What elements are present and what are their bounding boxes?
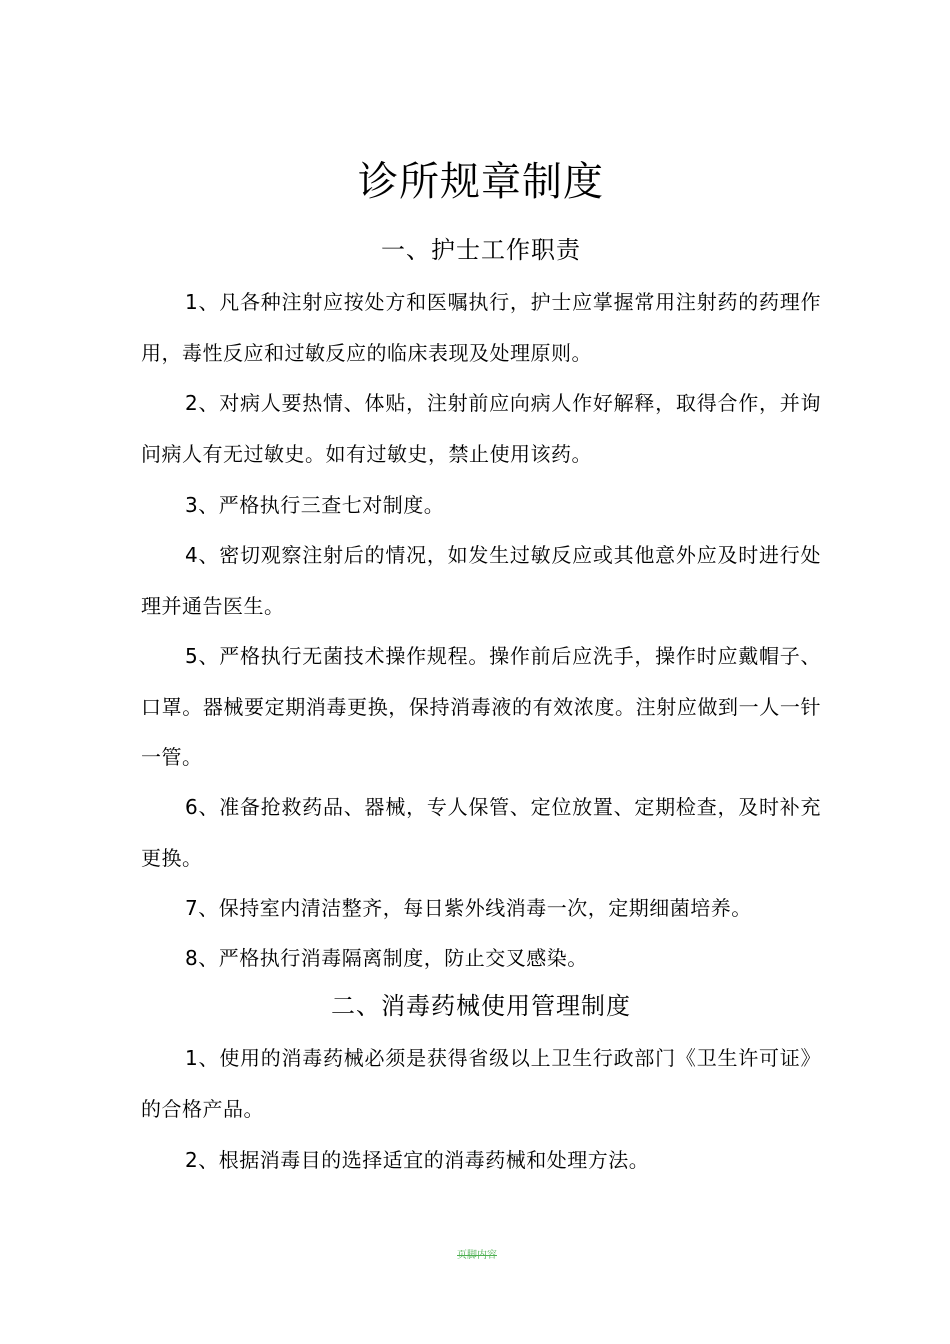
paragraph-1-1: 1、凡各种注射应按处方和医嘱执行，护士应掌握常用注射药的药理作用，毒性反应和过敏反应的临床表现及处理原则。 — [141, 290, 821, 365]
footer-mark: 页脚内容 — [457, 1250, 497, 1261]
paragraph-1-2: 2、对病人要热情、体贴，注射前应向病人作好解释，取得合作，并询问病人有无过敏史。如有过敏史，禁止使用该药。 — [141, 391, 821, 466]
paragraph-1-3: 3、严格执行三查七对制度。 — [185, 493, 445, 517]
section-heading-1: 一、护士工作职责 — [381, 236, 581, 264]
paragraph-1-7: 7、保持室内清洁整齐，每日紫外线消毒一次，定期细菌培养。 — [185, 896, 752, 920]
paragraph-1-8: 8、严格执行消毒隔离制度，防止交叉感染。 — [185, 946, 588, 970]
paragraph-1-6: 6、准备抢救药品、器械，专人保管、定位放置、定期检查，及时补充更换。 — [141, 795, 821, 870]
paragraph-2-1: 1、使用的消毒药械必须是获得省级以上卫生行政部门《卫生许可证》的合格产品。 — [141, 1046, 821, 1121]
paragraph-1-4: 4、密切观察注射后的情况，如发生过敏反应或其他意外应及时进行处理并通告医生。 — [141, 543, 821, 618]
document-title: 诊所规章制度 — [358, 159, 604, 205]
paragraph-1-5: 5、严格执行无菌技术操作规程。操作前后应洗手，操作时应戴帽子、口罩。器械要定期消毒更换，保持消毒液的有效浓度。注射应做到一人一针一管。 — [141, 644, 821, 769]
section-heading-2: 二、消毒药械使用管理制度 — [331, 992, 631, 1020]
paragraph-2-2: 2、根据消毒目的选择适宜的消毒药械和处理方法。 — [185, 1148, 650, 1172]
